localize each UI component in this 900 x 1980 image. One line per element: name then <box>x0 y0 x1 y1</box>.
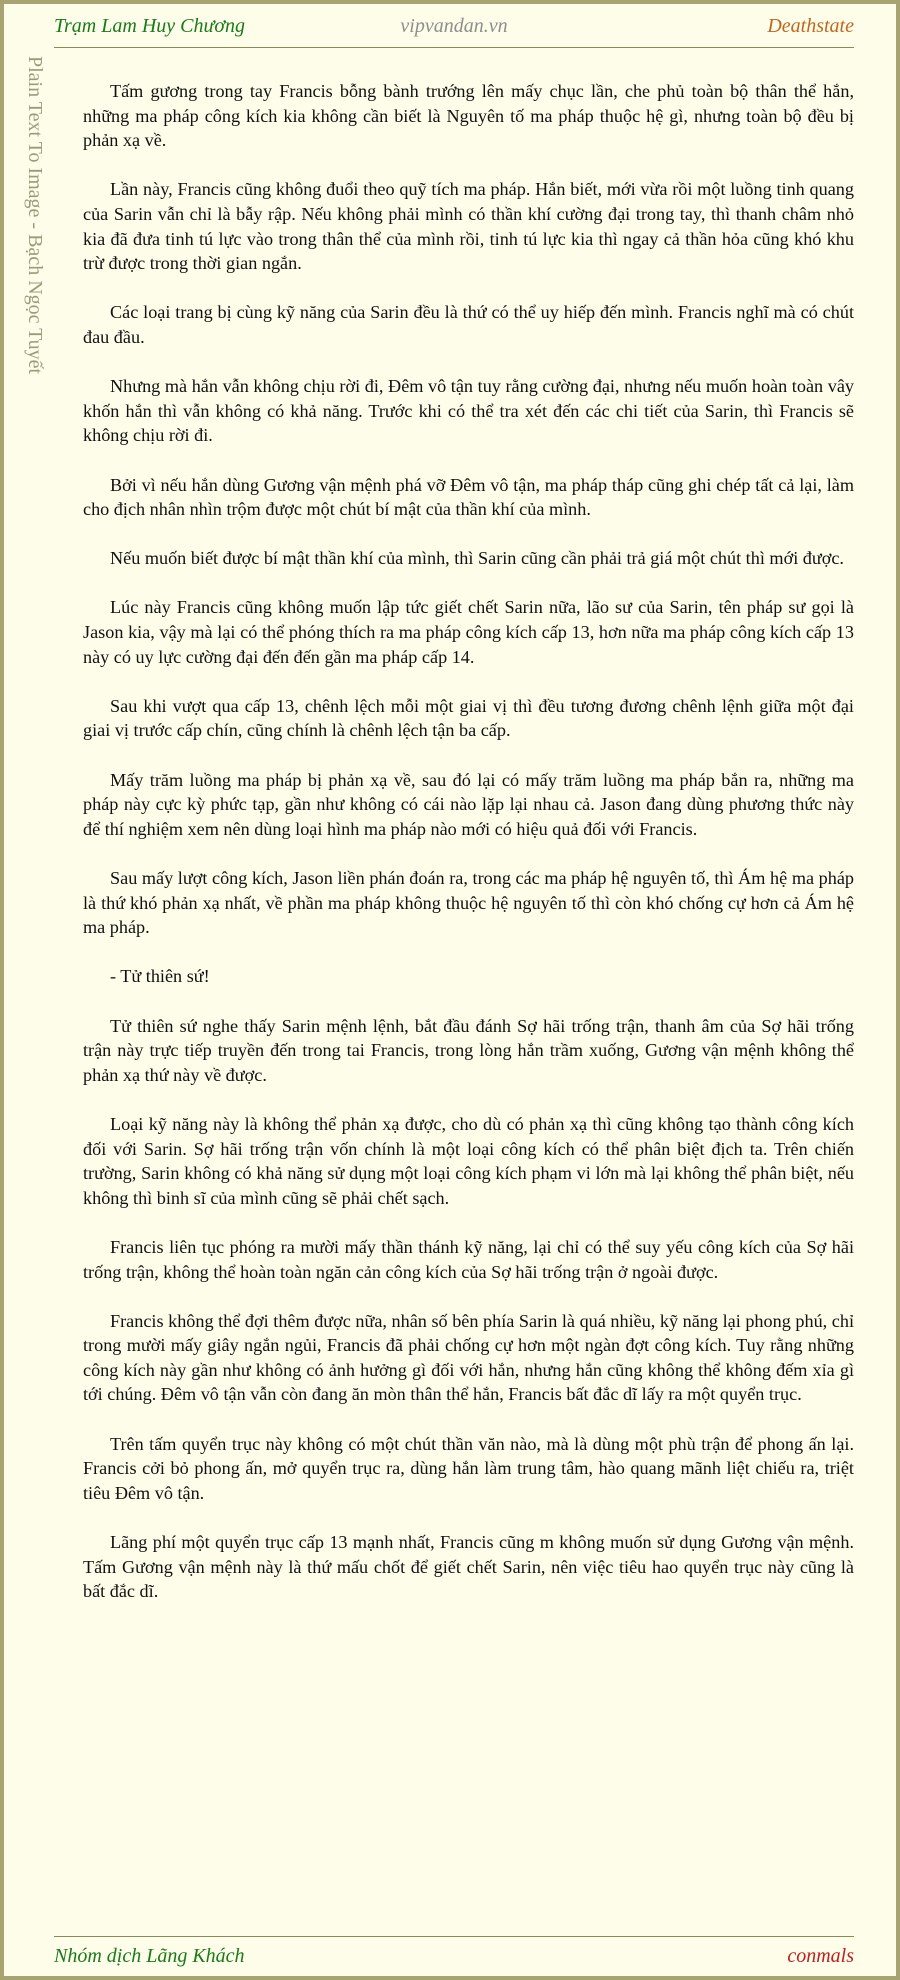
paragraph: Tử thiên sứ nghe thấy Sarin mệnh lệnh, bắt đầu đánh Sợ hãi trống trận, thanh âm của Sợ hãi trống trận này trực tiếp truyền đến trong tai Francis, trong lòng hắn trầm xuống, Gương vận mệnh không thể phản xạ thứ này về được. <box>83 1015 854 1085</box>
paragraph: Mấy trăm luồng ma pháp bị phản xạ về, sau đó lại có mấy trăm luồng ma pháp bắn ra, những ma pháp này cực kỳ phức tạp, gần như không có cái nào lặp lại nhau cả. Jason đang dùng phương thức này để thí nghiệm xem nên dùng loại hình ma pháp nào mới có hiệu quả đối với Francis. <box>83 769 854 839</box>
header-site: vipvandan.vn <box>400 15 508 37</box>
paragraph: Loại kỹ năng này là không thể phản xạ được, cho dù có phản xạ thì cũng không tạo thành công kích đối với Sarin. Sợ hãi trống trận vốn chính là một loại công kích có thể phân biệt địch ta. Trên chiến trường, Sarin không có khả năng sử dụng một loại công kích phạm vi lớn mà lại không thể phân biệt, nếu không thì binh sĩ của mình cũng sẽ phải chết sạch. <box>83 1113 854 1208</box>
paragraph: Lần này, Francis cũng không đuổi theo quỹ tích ma pháp. Hắn biết, mới vừa rồi một luồng tinh quang của Sarin vẫn chỉ là bẫy rập. Nếu không phải mình có thần khí cường đại trong tay, thì thanh châm nhỏ kia đã đưa tinh tú lực vào trong thân thể của mình rồi, tinh tú lực kia thì ngay cả thần hỏa cũng khó khu trừ được trong thời gian ngắn. <box>83 179 854 274</box>
paragraph: Sau mấy lượt công kích, Jason liền phán đoán ra, trong các ma pháp hệ nguyên tố, thì Ám hệ ma pháp là thứ khó phản xạ nhất, về phần ma pháp không thuộc hệ nguyên tố thì còn khó chống cự hơn cả Ám hệ ma pháp. <box>83 868 854 938</box>
header-author: Deathstate <box>767 15 854 37</box>
paragraph: Lúc này Francis cũng không muốn lập tức giết chết Sarin nữa, lão sư của Sarin, tên pháp sư gọi là Jason kia, vậy mà lại có thể phóng thích ra ma pháp công kích cấp 13, hơn nữa ma pháp công kích cấp 13 này có uy lực cường đại đến đến gần ma pháp cấp 14. <box>83 597 854 667</box>
paragraph: Nhưng mà hắn vẫn không chịu rời đi, Đêm vô tận tuy rằng cường đại, nhưng nếu muốn hoàn toàn vây khốn hắn thì vẫn không có khả năng. Trước khi có thể tra xét đến các chi tiết của Sarin, thì Francis sẽ không chịu rời đi. <box>83 376 854 446</box>
paragraph: Francis liên tục phóng ra mười mấy thần thánh kỹ năng, lại chỉ có thể suy yếu công kích của Sợ hãi trống trận, không thể hoàn toàn ngăn cản công kích của Sợ hãi trống trận ở ngoài được. <box>83 1236 854 1282</box>
page <box>4 4 896 1976</box>
paragraph: Francis không thể đợi thêm được nữa, nhân số bên phía Sarin là quá nhiều, kỹ năng lại phong phú, chỉ trong mười mấy giây ngắn ngủi, Francis đã phải chống cự hơn một ngàn đợt công kích. Tuy rằng những công kích này gần như không có ảnh hưởng gì đối với hắn, nhưng hắn cũng không thể không đếm xỉa gì tới chúng. Đêm vô tận vẫn còn đang ăn mòn thân thể hắn, Francis bất đắc dĩ lấy ra một quyển trục. <box>83 1310 854 1405</box>
page-footer <box>54 1936 854 1973</box>
footer-group: Nhóm dịch Lãng Khách <box>54 1945 245 1967</box>
paragraph: Lãng phí một quyển trục cấp 13 mạnh nhất, Francis cũng m không muốn sử dụng Gương vận mệnh. Tấm Gương vận mệnh này là thứ mấu chốt để giết chết Sarin, nên việc tiêu hao quyển trục này cũng là bất đắc dĩ. <box>83 1532 854 1602</box>
paragraph: Bởi vì nếu hắn dùng Gương vận mệnh phá vỡ Đêm vô tận, ma pháp tháp cũng ghi chép tất cả lại, làm cho địch nhân nhìn trộm được một chút bí mật của thần khí của mình. <box>83 474 854 520</box>
sidebar-watermark: Plain Text To Image - Bạch Ngọc Tuyết <box>24 56 46 375</box>
footer-editor: conmals <box>787 1945 854 1967</box>
paragraph: Các loại trang bị cùng kỹ năng của Sarin đều là thứ có thể uy hiếp đến mình. Francis nghĩ mà có chút đau đầu. <box>83 302 854 347</box>
header-translator: Trạm Lam Huy Chương <box>54 15 246 37</box>
chapter-body <box>83 79 854 1628</box>
paragraph: Tấm gương trong tay Francis bỗng bành trướng lên mấy chục lần, che phủ toàn bộ thân thể hắn, những ma pháp công kích kia không cần biết là Nguyên tố ma pháp thuộc hệ gì, nhưng toàn bộ đều bị phản xạ về. <box>83 81 854 151</box>
paragraph: Trên tấm quyển trục này không có một chút thần văn nào, mà là dùng một phù trận để phong ấn lại. Francis cởi bỏ phong ấn, mở quyển trục ra, dùng hắn làm trung tâm, hào quang mãnh liệt chiếu ra, triệt tiêu Đêm vô tận. <box>83 1433 854 1503</box>
page-header <box>54 15 854 48</box>
paragraph: Sau khi vượt qua cấp 13, chênh lệch mỗi một giai vị thì đều tương đương chênh lệnh giữa một đại giai vị trước cấp chín, cũng chính là chênh lệch tận ba cấp. <box>83 695 854 741</box>
paragraph: Nếu muốn biết được bí mật thần khí của mình, thì Sarin cũng cần phải trả giá một chút thì mới được. <box>110 548 844 569</box>
paragraph: - Tử thiên sứ! <box>110 966 210 987</box>
